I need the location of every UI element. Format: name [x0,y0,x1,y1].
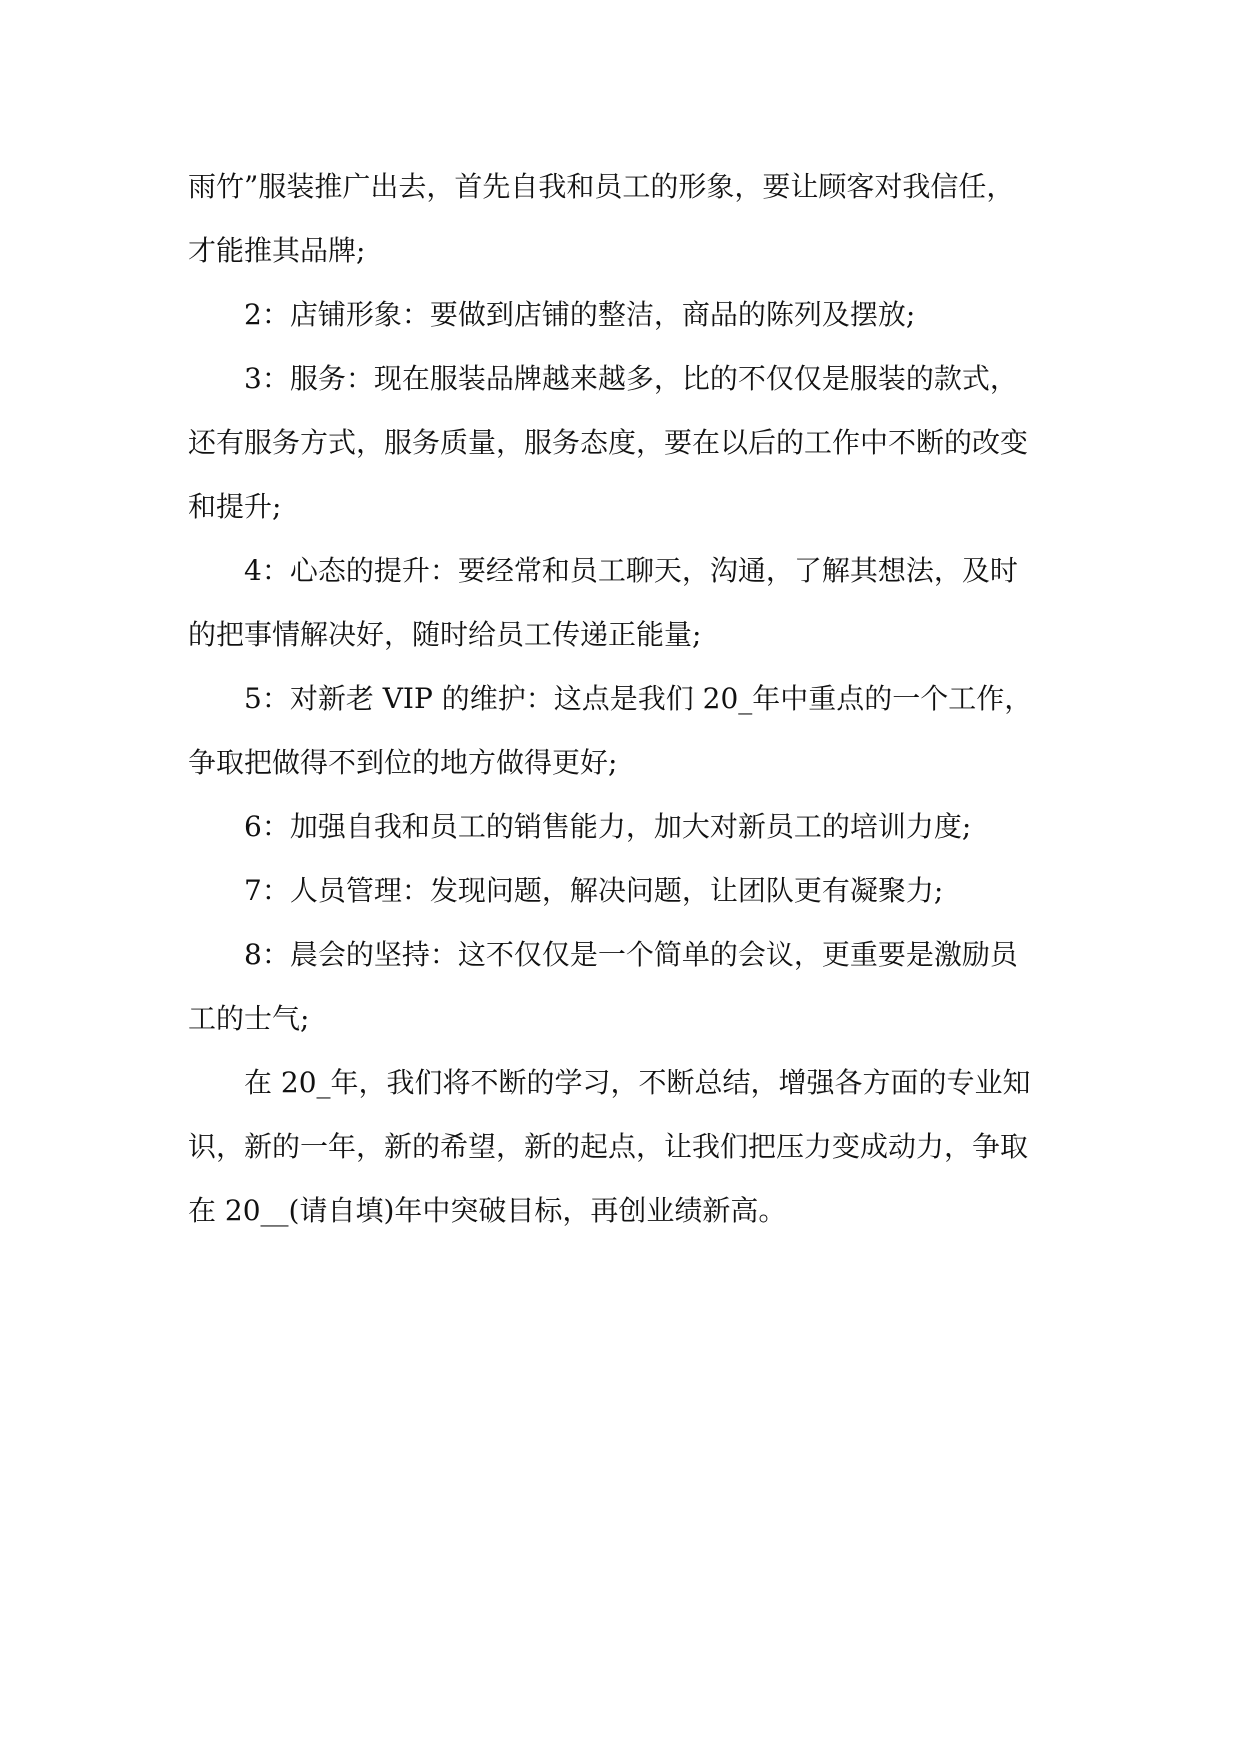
text-line: 2：店铺形象：要做到店铺的整洁，商品的陈列及摆放; [244,298,916,331]
text-line: 争取把做得不到位的地方做得更好; [188,746,618,779]
text-line: 8：晨会的坚持：这不仅仅是一个简单的会议，更重要是激励员 [244,938,1018,971]
text-line: 5：对新老 VIP 的维护：这点是我们 20_年中重点的一个工作， [244,682,1033,715]
text-line: 在 20_年，我们将不断的学习，不断总结，增强各方面的专业知 [244,1066,1031,1099]
text-line: 3：服务：现在服装品牌越来越多，比的不仅仅是服装的款式， [244,362,1018,395]
text-line: 7：人员管理：发现问题，解决问题，让团队更有凝聚力; [244,874,944,907]
text-line: 才能推其品牌; [188,234,366,267]
text-line: 在 20__(请自填)年中突破目标，再创业绩新高。 [188,1194,787,1227]
text-line: 和提升; [188,490,282,523]
text-line: 6：加强自我和员工的销售能力，加大对新员工的培训力度; [244,810,972,843]
document-body [188,155,1068,1243]
text-line: 4：心态的提升：要经常和员工聊天，沟通，了解其想法，及时 [244,554,1018,587]
text-line: 识，新的一年，新的希望，新的起点，让我们把压力变成动力，争取 [188,1130,1029,1163]
text-line: 的把事情解决好，随时给员工传递正能量; [188,618,702,651]
text-line: 还有服务方式，服务质量，服务态度，要在以后的工作中不断的改变 [188,426,1029,459]
text-line: 雨竹”服装推广出去，首先自我和员工的形象，要让顾客对我信任， [188,170,1015,203]
text-line: 工的士气; [188,1002,310,1035]
